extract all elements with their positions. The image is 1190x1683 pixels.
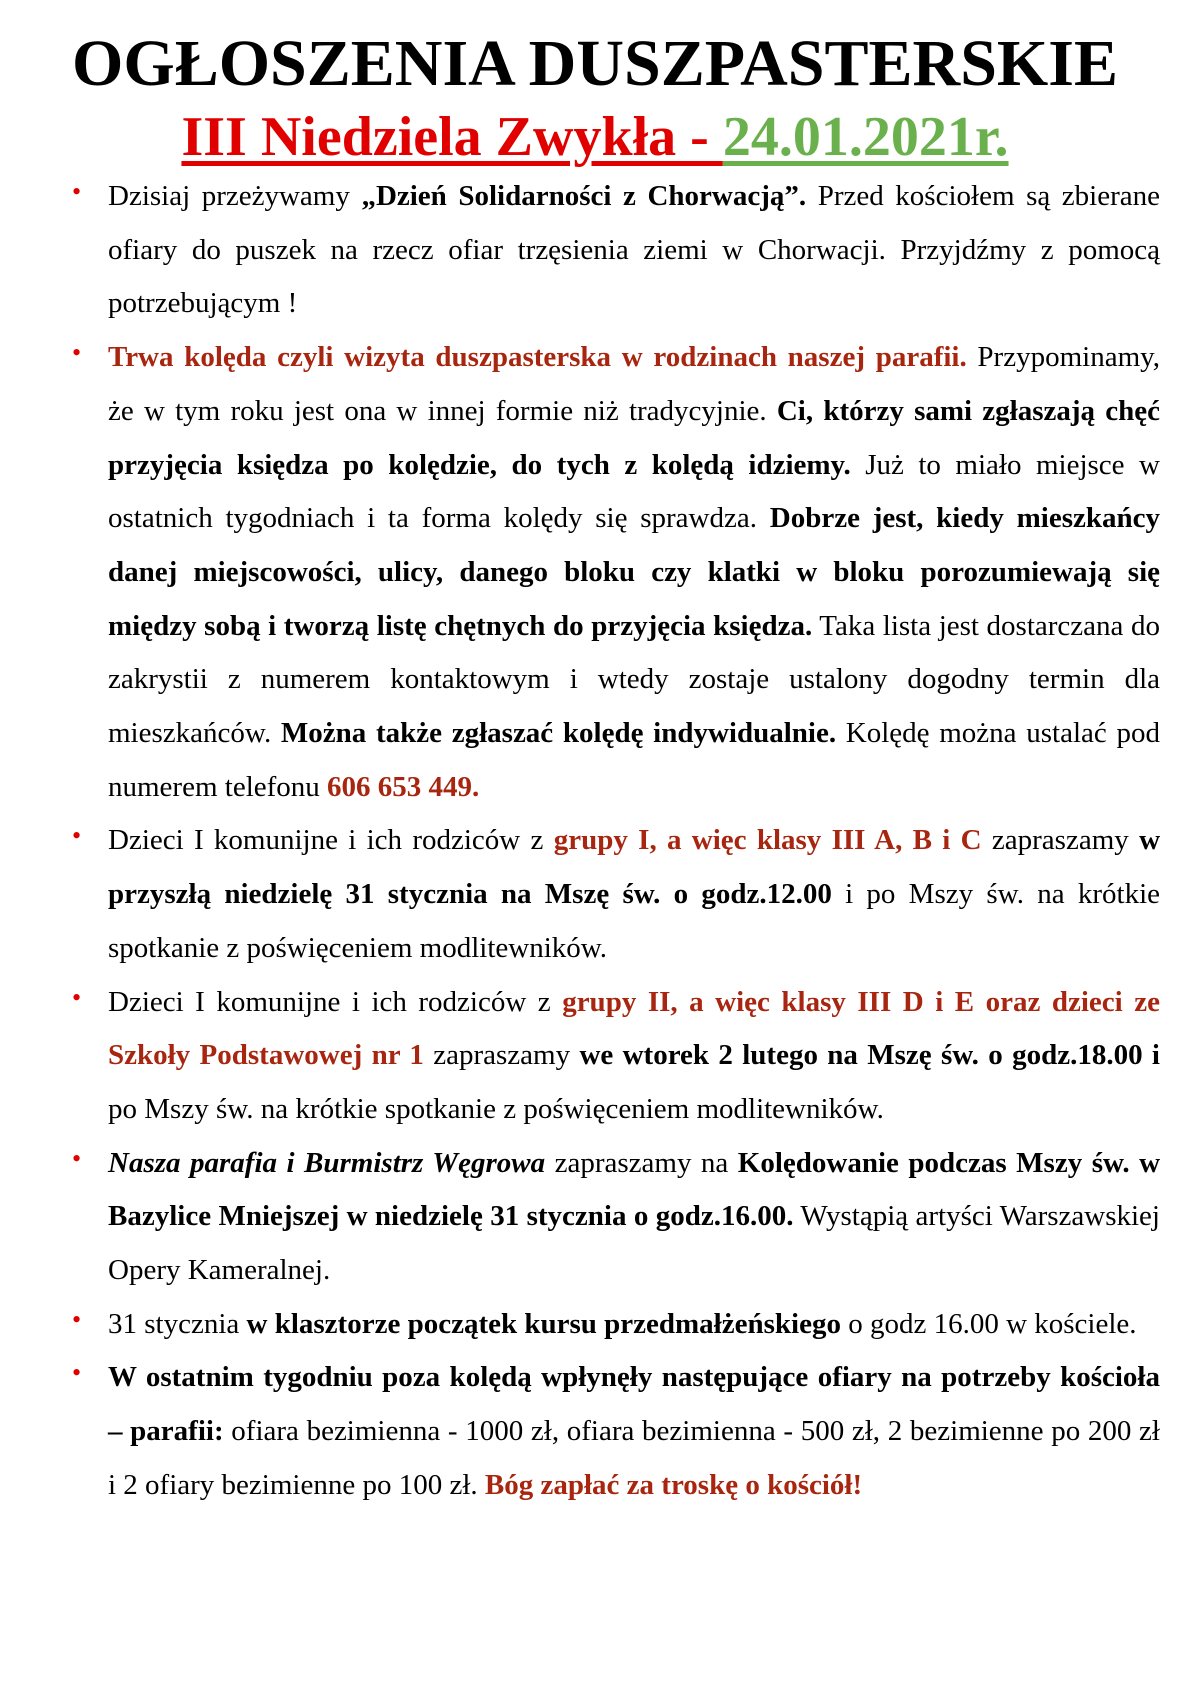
- text-segment: w przyszłą niedzielę 31 stycznia na Mszę św. o godz.12.00: [108, 824, 1161, 911]
- bullet-icon: •: [72, 338, 82, 368]
- subtitle-sunday: III Niedziela Zwykła -: [181, 106, 723, 168]
- text-segment: zapraszamy: [423, 1039, 580, 1072]
- text-segment: we wtorek 2 lutego na Mszę św. o godz.18.00 i: [579, 1039, 1160, 1072]
- page-title: OGŁOSZENIA DUSZPASTERSKIE: [72, 27, 1118, 100]
- text-segment: W ostatnim tygodniu poza kolędą wpłynęły następujące ofiary na potrzeby kościoła – parafii:: [108, 1361, 1160, 1448]
- bullet-icon: •: [72, 1143, 82, 1173]
- text-segment: Bóg zapłać za troskę o kościół!: [484, 1468, 863, 1501]
- announcement-text: [108, 1361, 1160, 1500]
- page-subtitle: [0, 104, 1190, 170]
- text-segment: Dobrze jest, kiedy mieszkańcy danej miejscowości, ulicy, danego bloku czy klatki w bloku porozumiewają się między sobą i tworzą listę chętnych do przyjęcia księdza.: [108, 502, 1160, 642]
- announcement-item: [0, 331, 1190, 814]
- text-segment: Kolędowanie podczas Mszy św. w Bazylice Mniejszej w niedzielę 31 stycznia o godz.16.00.: [108, 1146, 1161, 1233]
- text-segment: w klasztorze początek kursu przedmałżeńskiego: [246, 1307, 841, 1340]
- text-segment: grupy I, a więc klasy III A, B i C: [553, 824, 982, 857]
- announcement-text: [108, 341, 1160, 803]
- text-segment: Taka lista jest dostarczana do zakrystii z numerem kontaktowym i wtedy zostaje ustalony dogodny termin dla mieszkańców.: [108, 609, 1160, 750]
- text-segment: Kolędę można ustalać pod numerem telefonu: [108, 717, 1160, 803]
- announcement-item: [0, 1298, 1190, 1352]
- text-segment: zapraszamy na: [545, 1146, 738, 1179]
- text-segment: Trwa kolęda czyli wizyta duszpasterska w rodzinach naszej parafii.: [108, 341, 967, 374]
- announcement-text: [108, 986, 1160, 1125]
- announcement-text: [108, 1308, 1137, 1340]
- text-segment: Dzieci I komunijne i ich rodziców z: [108, 824, 554, 857]
- text-segment: Przypominamy, że w tym roku jest ona w innej formie niż tradycyjnie.: [108, 341, 1160, 427]
- announcement-item: [0, 170, 1190, 331]
- text-segment: zapraszamy: [981, 824, 1140, 857]
- text-segment: Przed kościołem są zbierane ofiary do puszek na rzecz ofiar trzęsienia ziemi w Chorwacji. Przyjdźmy z pomocą potrzebującym !: [108, 180, 1160, 320]
- text-segment: Można także zgłaszać kolędę indywidualnie.: [280, 717, 837, 750]
- text-segment: Dzisiaj przeżywamy: [108, 180, 362, 212]
- announcement-item: [0, 1351, 1190, 1512]
- text-segment: Ci, którzy sami zgłaszają chęć przyjęcia księdza po kolędzie, do tych z kolędą idziemy.: [108, 394, 1160, 481]
- text-segment: po Mszy św. na krótkie spotkanie z poświęceniem modlitewników.: [108, 1092, 884, 1125]
- text-segment: 606 653 449.: [327, 770, 480, 803]
- bullet-icon: •: [72, 177, 82, 206]
- announcement-text: [108, 1147, 1160, 1286]
- text-segment: Dzieci I komunijne i ich rodziców z: [108, 985, 563, 1018]
- text-segment: Nasza parafia i Burmistrz Węgrowa: [108, 1146, 546, 1179]
- announcement-item: [0, 976, 1190, 1137]
- text-segment: o godz 16.00 w kościele.: [840, 1307, 1137, 1340]
- bullet-icon: •: [72, 1358, 82, 1388]
- announcement-text: [108, 180, 1160, 319]
- announcement-text: [108, 824, 1160, 963]
- text-segment: Wystąpią artyści Warszawskiej Opery Kameralnej.: [108, 1200, 1160, 1287]
- bullet-icon: •: [72, 1304, 82, 1334]
- subtitle-date: 24.01.2021r.: [722, 106, 1009, 168]
- text-segment: 31 stycznia: [108, 1307, 247, 1340]
- text-segment: ofiara bezimienna - 1000 zł, ofiara bezimienna - 500 zł, 2 bezimienne po 200 zł i 2 ofiary bezimienne po 100 zł.: [108, 1415, 1160, 1501]
- announcements-list: [0, 170, 1190, 1513]
- text-segment: grupy II, a więc klasy III D i E oraz dzieci ze Szkoły Podstawowej nr 1: [108, 985, 1160, 1072]
- announcement-item: [0, 1137, 1190, 1298]
- bullet-icon: •: [72, 821, 82, 851]
- announcement-item: [0, 814, 1190, 975]
- text-segment: Już to miało miejsce w ostatnich tygodniach i ta forma kolędy się sprawdza.: [108, 448, 1160, 535]
- bullet-icon: •: [72, 982, 82, 1012]
- text-segment: „Dzień Solidarności z Chorwacją”.: [361, 180, 807, 212]
- text-segment: i po Mszy św. na krótkie spotkanie z poświęceniem modlitewników.: [108, 878, 1160, 964]
